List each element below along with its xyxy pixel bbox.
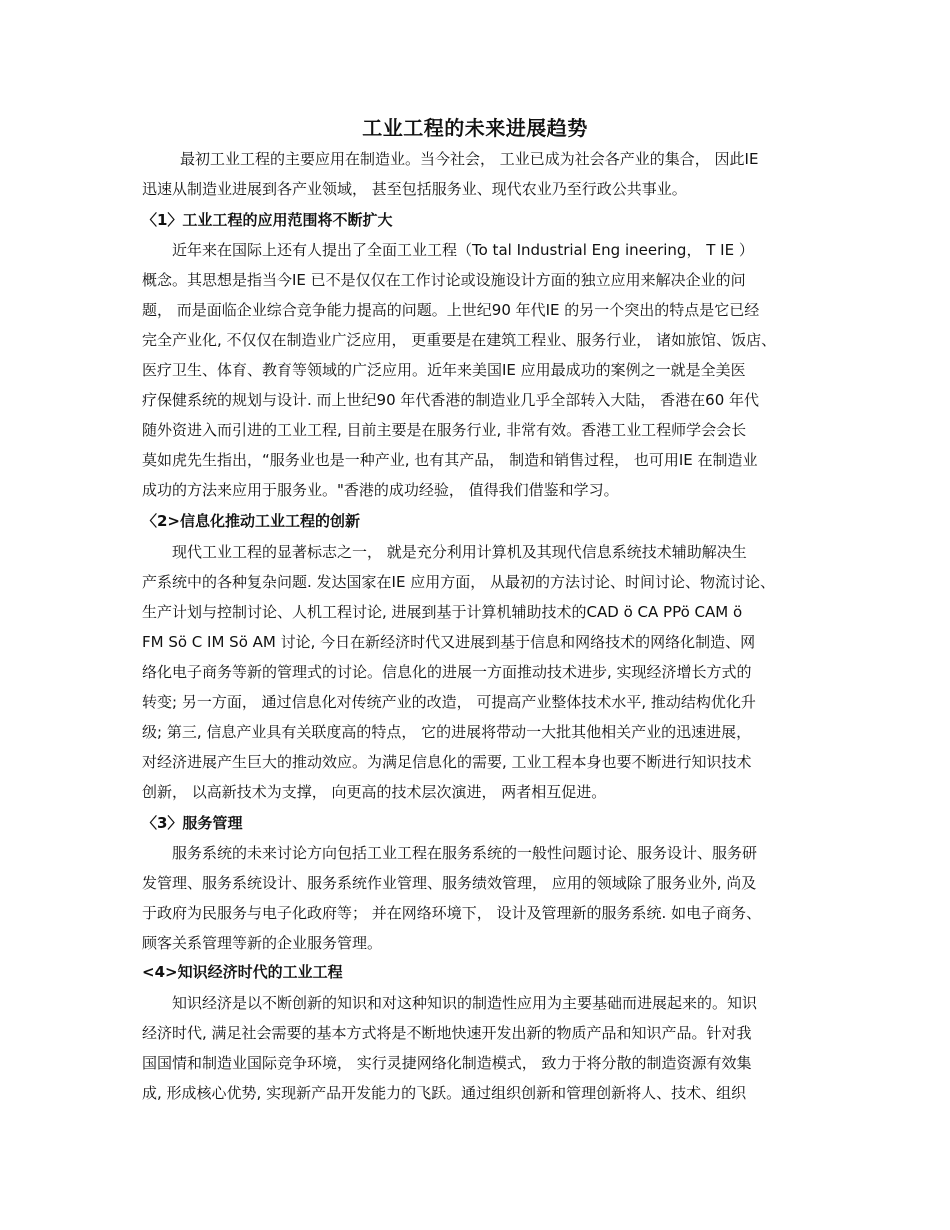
paragraph-line: 级; 第三, 信息产业具有关联度高的特点， 它的进展将带动一大批其他相关产业的迅速进展， xyxy=(142,723,752,741)
paragraph-line: 顾客关系管理等新的企业服务管理。 xyxy=(142,934,383,952)
paragraph-line: 概念。其思想是指当今IE 已不是仅仅在工作讨论或设施设计方面的独立应用来解决企业的问 xyxy=(142,271,746,289)
paragraph-line: 题， 而是面临企业综合竞争能力提高的问题。上世纪90 年代IE 的另一个突出的特点是它已经 xyxy=(142,301,760,319)
paragraph-line: 转变; 另一方面， 通过信息化对传统产业的改造， 可提高产业整体技术水平, 推动结构优化升 xyxy=(142,693,756,711)
paragraph-line: 随外资进入而引进的工业工程, 目前主要是在服务行业, 非常有效。香港工业工程师学会会长 xyxy=(142,421,747,439)
intro-line: 迅速从制造业进展到各产业领域， 甚至包括服务业、现代农业乃至行政公共事业。 xyxy=(142,180,687,198)
paragraph-line: 发管理、服务系统设计、服务系统作业管理、服务绩效管理， 应用的领域除了服务业外, 尚及 xyxy=(142,874,757,892)
section-heading: 〈2>信息化推动工业工程的创新 xyxy=(142,512,361,530)
paragraph-line: FM Sö C IM Sö AM 讨论, 今日在新经济时代又进展到基于信息和网络技术的网络化制造、网 xyxy=(142,633,756,651)
paragraph-line: 生产计划与控制讨论、人机工程讨论, 进展到基于计算机辅助技术的CAD ö CA PPö CAM ö xyxy=(142,603,743,621)
paragraph-line: 成, 形成核心优势, 实现新产品开发能力的飞跃。通过组织创新和管理创新将人、技术、组织 xyxy=(142,1084,747,1102)
paragraph-line: 疗保健系统的规划与设计. 而上世纪90 年代香港的制造业几乎全部转入大陆， 香港在60 年代 xyxy=(142,391,760,409)
section-heading: 〈1〉工业工程的应用范围将不断扩大 xyxy=(142,211,393,229)
paragraph-line: 近年来在国际上还有人提出了全面工业工程（To tal Industrial Eng ineering， T IE ） xyxy=(172,241,754,259)
paragraph-line: 莫如虎先生指出，“服务业也是一种产业, 也有其产品， 制造和销售过程， 也可用IE 在制造业 xyxy=(142,451,758,469)
paragraph-line: 产系统中的各种复杂问题. 发达国家在IE 应用方面， 从最初的方法讨论、时间讨论、物流讨论、 xyxy=(142,573,775,591)
intro-line: 最初工业工程的主要应用在制造业。当今社会， 工业已成为社会各产业的集合， 因此IE xyxy=(180,150,759,168)
paragraph-line: 知识经济是以不断创新的知识和对这种知识的制造性应用为主要基础而进展起来的。知识 xyxy=(172,994,758,1012)
paragraph-line: 服务系统的未来讨论方向包括工业工程在服务系统的一般性问题讨论、服务设计、服务研 xyxy=(172,844,758,862)
paragraph-line: 络化电子商务等新的管理式的讨论。信息化的进展一方面推动技术进步, 实现经济增长方式的 xyxy=(142,663,752,681)
paragraph-line: 经济时代, 满足社会需要的基本方式将是不断地快速开发出新的物质产品和知识产品。针对我 xyxy=(142,1024,752,1042)
section-heading: 〈3〉服务管理 xyxy=(142,814,243,832)
paragraph-line: 医疗卫生、体育、教育等领域的广泛应用。近年来美国IE 应用最成功的案例之一就是全美医 xyxy=(142,361,746,379)
paragraph-line: 现代工业工程的显著标志之一， 就是充分利用计算机及其现代信息系统技术辅助解决生 xyxy=(172,543,747,561)
paragraph-line: 于政府为民服务与电子化政府等； 并在网络环境下， 设计及管理新的服务系统. 如电子商务、 xyxy=(142,904,762,922)
paragraph-line: 创新， 以高新技术为支撑， 向更高的技术层次演进， 两者相互促进。 xyxy=(142,783,607,801)
paragraph-line: 国国情和制造业国际竞争环境， 实行灵捷网络化制造模式， 致力于将分散的制造资源有效集 xyxy=(142,1054,752,1072)
paragraph-line: 成功的方法来应用于服务业。"香港的成功经验， 值得我们借鉴和学习。 xyxy=(142,481,619,499)
document-title: 工业工程的未来进展趋势 xyxy=(362,116,588,140)
section-heading: <4>知识经济时代的工业工程 xyxy=(142,963,343,981)
paragraph-line: 完全产业化, 不仅仅在制造业广泛应用， 更重要是在建筑工程业、服务行业， 诸如旅馆、饭店、 xyxy=(142,331,777,349)
paragraph-line: 对经济进展产生巨大的推动效应。为满足信息化的需要, 工业工程本身也要不断进行知识技术 xyxy=(142,753,752,771)
